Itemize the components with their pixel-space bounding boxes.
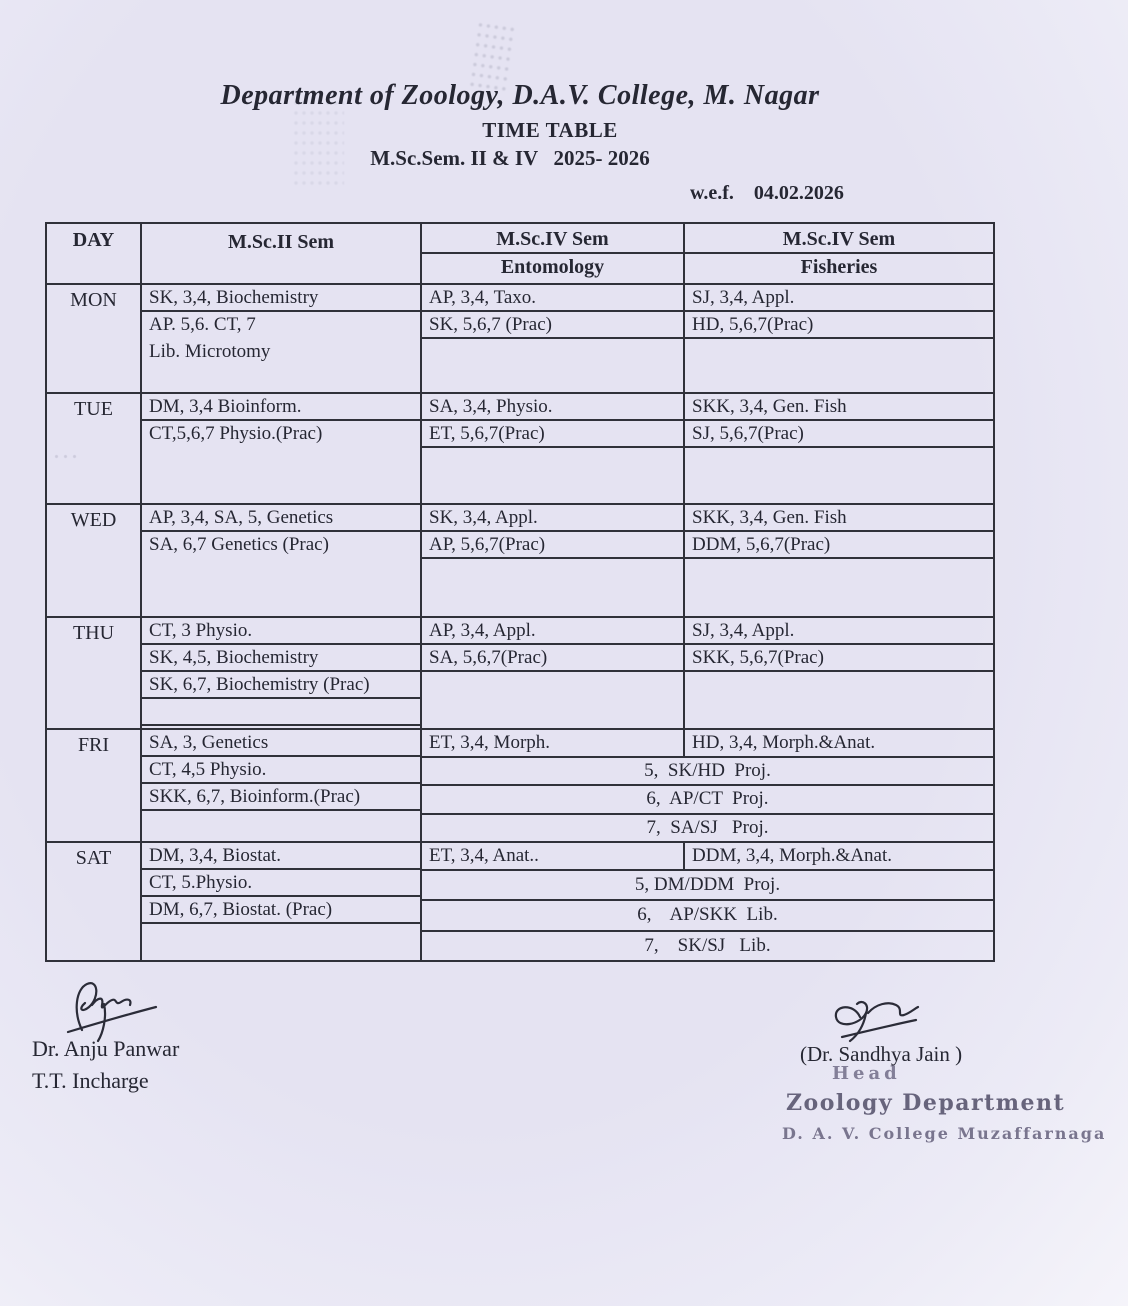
day-label: MON xyxy=(47,285,142,392)
column-msc4-entomology xyxy=(422,285,685,392)
header-msc4-label: M.Sc.IV Sem xyxy=(685,224,993,254)
stamp-department: Zoology Department xyxy=(786,1090,1066,1116)
schedule-entry: DM, 3,4, Biostat. xyxy=(142,843,420,870)
column-msc2 xyxy=(142,505,422,616)
header-day: DAY xyxy=(47,224,142,283)
day-label: WED xyxy=(47,505,142,616)
column-msc4-entomology xyxy=(422,618,685,728)
column-msc2 xyxy=(142,285,422,392)
schedule-entry xyxy=(142,699,420,726)
schedule-entry: ET, 3,4, Morph. xyxy=(422,730,685,757)
schedule-entry: HD, 5,6,7(Prac) xyxy=(685,312,993,339)
schedule-entry: SA, 3,4, Physio. xyxy=(422,394,683,421)
schedule-entry: AP, 3,4, Appl. xyxy=(422,618,683,645)
column-msc4-merged xyxy=(422,730,993,841)
schedule-entry: AP, 3,4, Taxo. xyxy=(422,285,683,312)
schedule-entry: CT, 4,5 Physio. xyxy=(142,757,420,784)
day-label: SAT xyxy=(47,843,142,960)
schedule-entry: CT,5,6,7 Physio.(Prac) xyxy=(149,423,323,444)
day-label: THU xyxy=(47,618,142,728)
schedule-entry: HD, 3,4, Morph.&Anat. xyxy=(692,732,876,753)
column-msc2 xyxy=(142,843,422,960)
schedule-entry: ET, 3,4, Anat.. xyxy=(422,843,685,870)
day-row-sat xyxy=(47,843,993,960)
column-msc4-entomology xyxy=(422,394,685,503)
stamp-college: D. A. V. College Muzaffarnaga xyxy=(782,1124,1107,1143)
schedule-entry: AP. 5,6. CT, 7 xyxy=(149,314,256,335)
effective-date: w.e.f. 04.02.2026 xyxy=(690,182,844,204)
subtitle-semester: M.Sc.Sem. II & IV 2025- 2026 xyxy=(370,146,650,170)
schedule-entry: SK, 3,4, Biochemistry xyxy=(142,285,420,312)
schedule-entry: AP, 3,4, SA, 5, Genetics xyxy=(142,505,420,532)
day-row-mon xyxy=(47,285,993,394)
schedule-entry: Lib. Microtomy xyxy=(149,341,271,362)
schedule-entry: SK, 6,7, Biochemistry (Prac) xyxy=(142,672,420,699)
schedule-entry: SJ, 3,4, Appl. xyxy=(685,285,993,312)
column-msc4-entomology xyxy=(422,505,685,616)
column-msc2 xyxy=(142,394,422,503)
day-label: FRI xyxy=(47,730,142,841)
column-msc4-fisheries xyxy=(685,618,993,728)
header-msc2: M.Sc.II Sem xyxy=(142,224,422,283)
schedule-entry: SKK, 5,6,7(Prac) xyxy=(685,645,993,672)
schedule-entry: CT, 5.Physio. xyxy=(142,870,420,897)
header-msc4-label: M.Sc.IV Sem xyxy=(422,224,683,254)
schedule-entry: AP, 5,6,7(Prac) xyxy=(422,532,683,559)
column-msc4-fisheries xyxy=(685,285,993,392)
column-msc4-merged xyxy=(422,843,993,960)
merged-schedule-entry: 5, DM/DDM Proj. xyxy=(422,871,993,901)
subtitle-timetable: TIME TABLE xyxy=(482,118,618,142)
column-msc2 xyxy=(142,730,422,841)
merged-schedule-entry: 6, AP/SKK Lib. xyxy=(422,901,993,931)
schedule-entry: SA, 3, Genetics xyxy=(142,730,420,757)
merged-schedule-entry: 5, SK/HD Proj. xyxy=(422,758,993,786)
schedule-entry: ET, 5,6,7(Prac) xyxy=(422,421,683,448)
msc4-first-subrow xyxy=(422,730,993,758)
schedule-entry: DM, 6,7, Biostat. (Prac) xyxy=(142,897,420,924)
timetable-body xyxy=(47,285,993,960)
timetable xyxy=(45,222,995,962)
stamp-head: Head xyxy=(832,1063,901,1084)
schedule-entry: SKK, 3,4, Gen. Fish xyxy=(685,505,993,532)
incharge-role: T.T. Incharge xyxy=(32,1068,149,1093)
timetable-header xyxy=(47,224,993,285)
header-entomology-label: Entomology xyxy=(500,256,605,278)
head-name: (Dr. Sandhya Jain ) xyxy=(800,1042,963,1066)
merged-schedule-entry: 7, SK/SJ Lib. xyxy=(644,934,771,956)
signature-anju-panwar xyxy=(58,975,198,1045)
merged-schedule-entry: 7, SA/SJ Proj. xyxy=(646,816,769,838)
schedule-entry: DDM, 3,4, Morph.&Anat. xyxy=(692,845,893,866)
header-msc4-entomology xyxy=(422,224,685,283)
day-row-fri xyxy=(47,730,993,843)
schedule-entry: SJ, 3,4, Appl. xyxy=(685,618,993,645)
schedule-entry: SK, 4,5, Biochemistry xyxy=(142,645,420,672)
schedule-entry: SK, 3,4, Appl. xyxy=(422,505,683,532)
schedule-entry: SK, 5,6,7 (Prac) xyxy=(422,312,683,339)
schedule-entry: SA, 5,6,7(Prac) xyxy=(422,645,683,672)
incharge-name: Dr. Anju Panwar xyxy=(32,1036,180,1061)
day-label: TUE xyxy=(47,394,142,503)
document-title: Department of Zoology, D.A.V. College, M. Nagar xyxy=(220,80,820,111)
schedule-entry: DDM, 5,6,7(Prac) xyxy=(685,532,993,559)
schedule-entry: SJ, 5,6,7(Prac) xyxy=(685,421,993,448)
schedule-entry: SKK, 6,7, Bioinform.(Prac) xyxy=(142,784,420,811)
column-msc4-fisheries xyxy=(685,394,993,503)
day-row-tue xyxy=(47,394,993,505)
day-row-wed xyxy=(47,505,993,618)
day-row-thu xyxy=(47,618,993,730)
msc4-first-subrow xyxy=(422,843,993,871)
schedule-entry: SKK, 3,4, Gen. Fish xyxy=(685,394,993,421)
header-msc4-fisheries xyxy=(685,224,993,283)
schedule-entry: DM, 3,4 Bioinform. xyxy=(142,394,420,421)
schedule-entry: CT, 3 Physio. xyxy=(142,618,420,645)
column-msc2 xyxy=(142,618,422,728)
schedule-entry: SA, 6,7 Genetics (Prac) xyxy=(149,534,329,555)
header-fisheries-label: Fisheries xyxy=(800,256,878,278)
merged-schedule-entry: 6, AP/CT Proj. xyxy=(422,786,993,814)
column-msc4-fisheries xyxy=(685,505,993,616)
